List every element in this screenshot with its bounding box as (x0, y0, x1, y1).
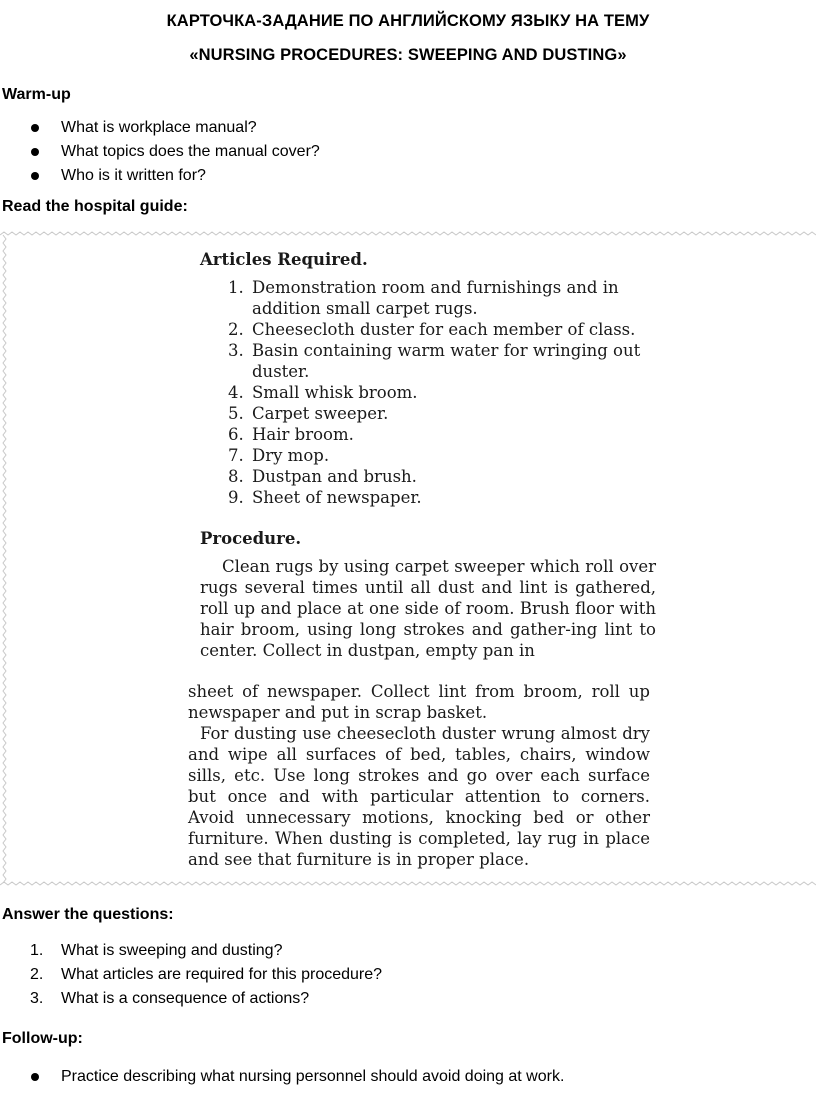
list-item: 6. Hair broom. (228, 425, 354, 444)
followup-list (0, 1067, 564, 1091)
procedure-text-part1: Clean rugs by using carpet sweeper which roll over rugs several times until all dust and lint is gathered, roll up and place at one side of room. Brush floor with hair broom, using long strokes and gather-ing lint to center. Collect in dustpan, empty pan in (200, 557, 656, 660)
list-item: 3. Basin containing warm water for wringing out duster. (228, 341, 641, 381)
articles-heading: Articles Required. (200, 250, 368, 269)
warmup-list (0, 118, 320, 190)
procedure-text-part2: sheet of newspaper. Collect lint from broom, roll up newspaper and put in scrap basket. (188, 682, 650, 722)
answer-heading: Answer the questions: (2, 906, 174, 923)
procedure-text-continued (188, 681, 650, 870)
worksheet-subtitle: «NURSING PROCEDURES: SWEEPING AND DUSTING» (189, 46, 627, 64)
list-item: 8. Dustpan and brush. (228, 467, 417, 486)
bullet-icon (31, 1073, 39, 1081)
hospital-guide-scan (0, 229, 816, 889)
bullet-icon (31, 124, 39, 132)
followup-heading: Follow-up: (2, 1030, 83, 1047)
list-item: What is workplace manual? (0, 118, 320, 142)
articles-list (228, 277, 668, 508)
read-heading: Read the hospital guide: (2, 198, 188, 215)
procedure-heading: Procedure. (200, 529, 302, 548)
bullet-icon (31, 148, 39, 156)
bullet-icon (31, 172, 39, 180)
list-item: Who is it written for? (0, 166, 320, 190)
list-item: 7. Dry mop. (228, 446, 330, 465)
list-item: 1. What is sweeping and dusting? (30, 942, 283, 959)
worksheet-title: КАРТОЧКА-ЗАДАНИЕ ПО АНГЛИЙСКОМУ ЯЗЫКУ НА ТЕМУ (166, 12, 650, 30)
answer-list (0, 941, 382, 1013)
list-item: 1. Demonstration room and furnishings and in addition small carpet rugs. (228, 278, 619, 318)
list-item: 4. Small whisk broom. (228, 383, 418, 402)
list-item: 9. Sheet of newspaper. (228, 488, 422, 507)
list-item: 3. What is a consequence of actions? (30, 990, 310, 1007)
procedure-text-part3: For dusting use cheesecloth duster wrung almost dry and wipe all surfaces of bed, tables, chairs, window sills, etc. Use long strokes and go over each surface but once and with particular attention to corners. Avoid unnecessary motions, knocking bed or other furniture. When dusting is completed, lay rug in place and see that furniture is in proper place. (188, 724, 650, 869)
list-item: Practice describing what nursing personnel should avoid doing at work. (0, 1067, 564, 1091)
list-item: 2. Cheesecloth duster for each member of class. (228, 320, 636, 339)
warmup-heading: Warm-up (2, 86, 71, 103)
list-item: 5. Carpet sweeper. (228, 404, 389, 423)
list-item: What topics does the manual cover? (0, 142, 320, 166)
list-item: 2. What articles are required for this procedure? (30, 966, 383, 983)
